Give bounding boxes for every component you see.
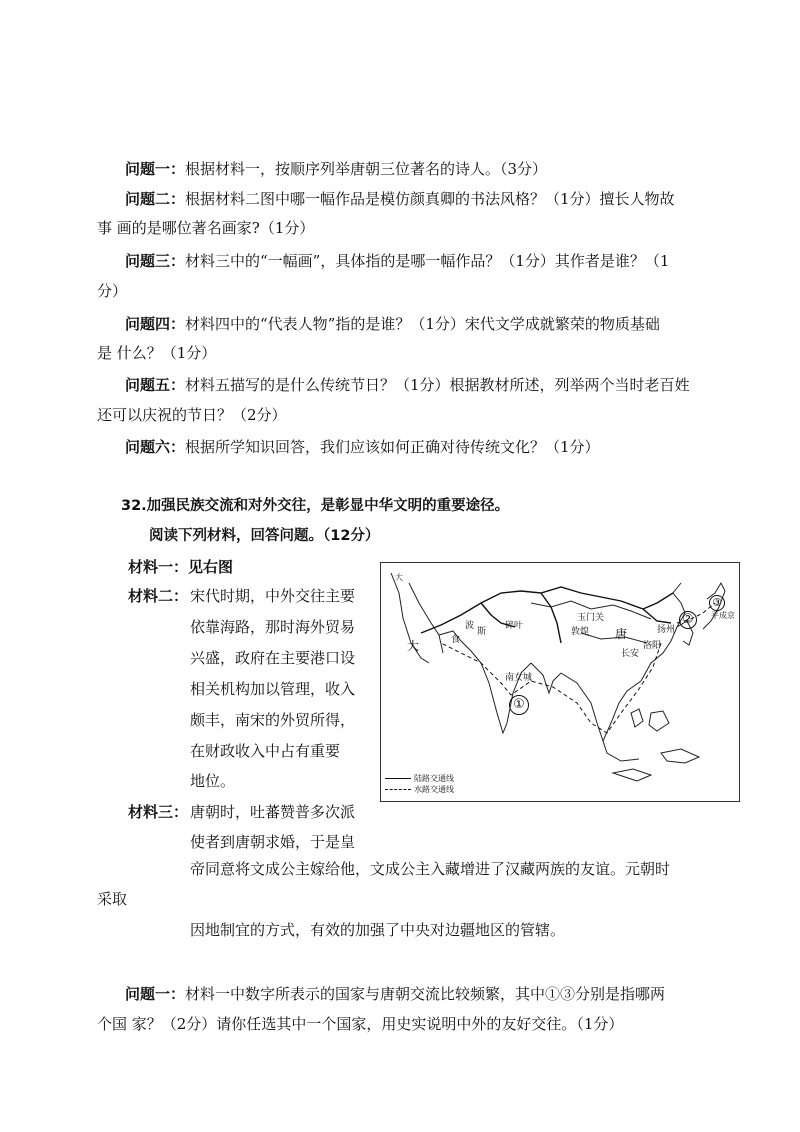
question-text: 材料一中数字所表示的国家与唐朝交流比较频繁，其中①③分别是指哪两 (185, 985, 666, 1003)
legend-land-line (385, 778, 411, 779)
label-changan: 长安 (621, 649, 640, 659)
material-2-line: 兴盛，政府在主要港口设 (190, 649, 356, 667)
question-32-1-cont: 个国 家？（2分）请你任选其中一个国家，用史实说明中外的友好交往。（1分） (97, 1015, 624, 1033)
label-shi: 食 (451, 635, 461, 645)
label-bosi-2: 斯 (477, 627, 487, 637)
question-3-cont: 分） (97, 282, 128, 300)
material-2-line: 颇丰，南宋的外贸所得， (190, 711, 356, 729)
label-dashi: 大 (407, 639, 420, 653)
label-suiye: 碎叶 (505, 621, 524, 631)
label-luoyang: 洛阳 (643, 641, 662, 651)
material-2-line: 在财政收入中占有重要 (190, 742, 341, 760)
question-32-heading: 32.加强民族交流和对外交往，是彰显中华文明的重要途径。 (121, 498, 510, 514)
question-text: 材料三中的“一幅画”，具体指的是哪一幅作品？（1分）其作者是谁？（1 (185, 252, 670, 270)
marker-2: ② (679, 611, 697, 629)
question-text: 根据材料一，按顺序列举唐朝三位著名的诗人。（3分） (185, 160, 548, 178)
material-2-label: 材料二： (128, 587, 189, 605)
label-pingchengjing: 平成京 (711, 611, 735, 620)
question-label: 问题三： (125, 252, 186, 270)
question-label: 问题二： (125, 190, 186, 208)
question-label: 问题四： (125, 315, 186, 333)
material-3-line: 因地制宜的方式，有效的加强了中央对边疆地区的管辖。 (190, 921, 566, 939)
material-2-line: 相关机构加以管理，收入 (190, 680, 356, 698)
question-text: 根据材料二图中哪一幅作品是模仿颜真卿的书法风格？（1分）擅长人物故 (185, 190, 675, 208)
material-3-line: 采取 (97, 890, 128, 908)
tang-exchange-map (380, 562, 740, 802)
legend-sea-line (385, 789, 411, 790)
reading-instruction: 阅读下列材料，回答问题。（12分） (149, 528, 380, 544)
material-3-line: 使者到唐朝求婚，于是皇 (190, 833, 356, 851)
question-4-cont: 是 什么？（1分） (97, 344, 217, 362)
material-3-line: 唐朝时，吐蕃赞普多次派 (190, 803, 356, 821)
label-top-left: 大 (395, 573, 403, 582)
question-4 (125, 313, 660, 335)
question-label: 问题一： (125, 985, 186, 1003)
legend-land-label: 陆路交通线 (414, 774, 454, 783)
question-1 (125, 158, 547, 180)
question-32-1 (125, 983, 665, 1005)
label-yumenguan: 玉门关 (577, 613, 605, 623)
question-text: 根据所学知识回答，我们应该如何正确对待传统文化？（1分） (185, 438, 600, 456)
question-label: 问题五： (125, 376, 186, 394)
question-label: 问题六： (125, 438, 186, 456)
label-nanyandu: 南女城 (505, 673, 533, 683)
label-yangzhou: 扬州 (657, 625, 676, 635)
material-2-line: 宋代时期，中外交往主要 (190, 587, 356, 605)
label-bosi-1: 波 (465, 621, 475, 631)
map-legend (385, 773, 454, 795)
question-6 (125, 436, 600, 458)
question-5 (125, 374, 690, 396)
marker-1: ① (509, 695, 529, 715)
question-text: 材料四中的“代表人物”指的是谁？（1分）宋代文学成就繁荣的物质基础 (185, 315, 660, 333)
question-2 (125, 188, 675, 210)
map-drawing (381, 563, 740, 802)
label-tang: 唐 (615, 627, 628, 641)
question-5-cont: 还可以庆祝的节日？（2分） (97, 406, 287, 424)
material-2-line: 地位。 (190, 772, 236, 790)
material-text: 见右图 (188, 558, 234, 576)
material-label: 材料一： (128, 558, 189, 576)
legend-sea-label: 水路交通线 (414, 785, 454, 794)
question-text: 材料五描写的是什么传统节日？（1分）根据教材所述，列举两个当时老百姓 (185, 376, 690, 394)
material-3-label: 材料三： (128, 803, 189, 821)
question-2-cont: 事 画的是哪位著名画家?（1分） (97, 219, 315, 237)
material-3-line: 帝同意将文成公主嫁给他，文成公主入藏增进了汉藏两族的友谊。元朝时 (190, 860, 671, 878)
legend-sea (385, 784, 454, 795)
question-label: 问题一： (125, 160, 186, 178)
marker-3: ③ (709, 595, 725, 611)
legend-land (385, 773, 454, 784)
label-dunhuang: 敦煌 (571, 627, 590, 637)
material-1 (128, 556, 233, 578)
material-2-line: 依靠海路，那时海外贸易 (190, 618, 356, 636)
question-3 (125, 250, 669, 272)
